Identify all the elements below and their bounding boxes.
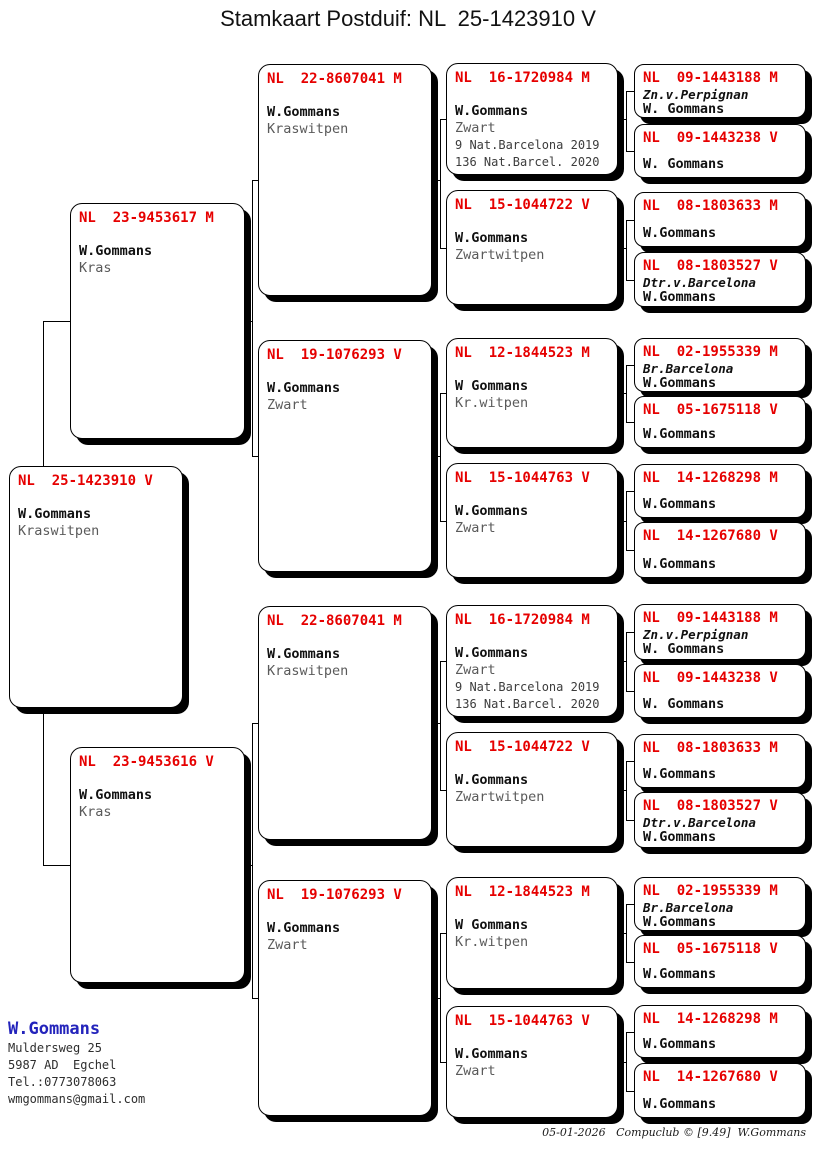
pedigree-box-g3a [446,63,618,175]
color-description: Kras [79,804,112,820]
connector-line [43,708,44,865]
fancier-name: W.Gommans [643,426,717,442]
ring-number: NL 09-1443188 M [643,70,778,86]
color-description: Zwartwitpen [455,247,545,263]
fancier-name: W. Gommans [643,101,725,117]
pedigree-box-g3h [446,1006,618,1118]
fancier-name: W.Gommans [455,230,529,246]
ring-number: NL 02-1955339 M [643,344,778,360]
race-result-line: 9 Nat.Barcelona 2019 [455,138,600,152]
race-result-line: 136 Nat.Barcel. 2020 [455,155,600,169]
fancier-name: W Gommans [455,917,529,933]
owner-block [8,1018,145,1108]
owner-address-line1: Muldersweg 25 [8,1041,102,1055]
pedigree-box-g4m [634,877,806,931]
connector-line [626,220,627,280]
color-description: Zwartwitpen [455,789,545,805]
bird-nickname: Zn.v.Perpignan [643,627,749,642]
pedigree-box-g4j [634,664,806,718]
fancier-name: W.Gommans [643,556,717,572]
fancier-name: W.Gommans [455,1046,529,1062]
connector-line [618,393,626,394]
color-description: Zwart [455,520,496,536]
pedigree-box-g4o [634,1005,806,1058]
fancier-name: W.Gommans [455,772,529,788]
footer-program: Compuclub © [9.49] [616,1126,731,1139]
connector-line [626,365,627,422]
connector-line [440,661,441,790]
connector-line [440,393,441,521]
connector-line [626,820,634,821]
ring-number: NL 09-1443188 M [643,610,778,626]
connector-line [626,632,627,691]
fancier-name: W.Gommans [455,645,529,661]
fancier-name: W.Gommans [267,380,341,396]
connector-line [626,761,634,762]
pedigree-box-g2c [258,606,432,840]
pedigree-box-subject [9,466,183,708]
bird-nickname: Dtr.v.Barcelona [643,815,756,830]
footer-spacer [606,1126,617,1139]
fancier-name: W.Gommans [643,966,717,982]
connector-line [626,1032,627,1091]
fancier-name: W.Gommans [643,1036,717,1052]
pedigree-box-g4c [634,192,806,247]
pedigree-box-g4h [634,522,806,578]
connector-line [618,1062,626,1063]
connector-line [618,933,626,934]
footer-user: W.Gommans [737,1126,806,1139]
connector-line [626,491,634,492]
connector-line [245,321,252,322]
connector-line [626,491,627,550]
fancier-name: W.Gommans [643,496,717,512]
ring-number: NL 08-1803633 M [643,740,778,756]
connector-line [252,180,253,456]
fancier-name: W.Gommans [455,103,529,119]
pedigree-box-g4n [634,935,806,988]
ring-number: NL 12-1844523 M [455,884,590,900]
connector-line [626,91,634,92]
connector-line [618,521,626,522]
connector-line [626,151,634,152]
color-description: Kraswitpen [267,121,349,137]
connector-line [626,1091,634,1092]
color-description: Kr.witpen [455,934,529,950]
connector-line [626,904,627,962]
pedigree-box-g4k [634,734,806,788]
connector-line [432,998,440,999]
ring-number: NL 14-1267680 V [643,1069,778,1085]
pedigree-box-g3f [446,732,618,847]
color-description: Zwart [455,120,496,136]
ring-number: NL 23-9453616 V [79,754,214,770]
connector-line [626,422,634,423]
owner-address-line2: 5987 AD Egchel [8,1058,117,1072]
ring-number: NL 02-1955339 M [643,883,778,899]
pedigree-box-g3c [446,338,618,448]
race-result-line: 136 Nat.Barcel. 2020 [455,697,600,711]
connector-line [626,91,627,151]
bird-nickname: Br.Barcelona [643,361,734,376]
fancier-name: W.Gommans [643,225,717,241]
footer-spacer [731,1126,738,1139]
fancier-name: W Gommans [455,378,529,394]
color-description: Kras [79,260,112,276]
connector-line [440,933,441,1062]
fancier-name: W.Gommans [267,104,341,120]
connector-line [626,1032,634,1033]
pedigree-box-g4i [634,604,806,660]
pedigree-box-g1b [70,747,245,983]
pedigree-box-g3b [446,190,618,305]
page-title: Stamkaart Postduif: NL 25-1423910 V [220,6,596,31]
connector-line [626,365,634,366]
ring-number: NL 22-8607041 M [267,71,402,87]
owner-phone: Tel.:0773078063 [8,1075,117,1089]
pedigree-box-g4f [634,396,806,448]
pedigree-box-g4g [634,464,806,518]
ring-number: NL 08-1803527 V [643,798,778,814]
color-description: Kr.witpen [455,395,529,411]
bird-nickname: Br.Barcelona [643,900,734,915]
ring-number: NL 14-1268298 M [643,470,778,486]
pedigree-box-g1a [70,203,245,439]
ring-number: NL 08-1803527 V [643,258,778,274]
connector-line [252,723,253,998]
ring-number: NL 16-1720984 M [455,612,590,628]
fancier-name: W.Gommans [267,920,341,936]
ring-number: NL 12-1844523 M [455,345,590,361]
pedigree-box-g4a [634,64,806,118]
pedigree-box-g3e [446,605,618,717]
ring-number: NL 15-1044722 V [455,739,590,755]
ring-number: NL 19-1076293 V [267,887,402,903]
ring-number: NL 14-1267680 V [643,528,778,544]
connector-line [626,761,627,820]
ring-number: NL 09-1443238 V [643,670,778,686]
fancier-name: W.Gommans [79,243,153,259]
ring-number: NL 19-1076293 V [267,347,402,363]
connector-line [618,661,626,662]
pedigree-box-g4b [634,124,806,178]
fancier-name: W.Gommans [643,914,717,930]
connector-line [618,790,626,791]
ring-number: NL 25-1423910 V [18,473,153,489]
fancier-name: W.Gommans [79,787,153,803]
ring-number: NL 22-8607041 M [267,613,402,629]
ring-number: NL 23-9453617 M [79,210,214,226]
pedigree-box-g3d [446,463,618,578]
color-description: Kraswitpen [18,523,100,539]
color-description: Zwart [267,937,308,953]
ring-number: NL 14-1268298 M [643,1011,778,1027]
connector-line [626,550,634,551]
race-results [455,679,613,713]
connector-line [245,865,252,866]
connector-line [43,321,70,322]
connector-line [626,632,634,633]
bird-nickname: Dtr.v.Barcelona [643,275,756,290]
connector-line [626,904,634,905]
ring-number: NL 09-1443238 V [643,130,778,146]
color-description: Zwart [455,1063,496,1079]
pedigree-box-g4p [634,1063,806,1118]
connector-line [43,865,70,866]
fancier-name: W.Gommans [267,646,341,662]
ring-number: NL 05-1675118 V [643,941,778,957]
ring-number: NL 08-1803633 M [643,198,778,214]
connector-line [618,248,626,249]
fancier-name: W. Gommans [643,156,725,172]
ring-number: NL 15-1044722 V [455,197,590,213]
fancier-name: W.Gommans [643,766,717,782]
pedigree-box-g2b [258,340,432,572]
connector-line [432,180,440,181]
fancier-name: W.Gommans [643,375,717,391]
fancier-name: W.Gommans [643,1096,717,1112]
fancier-name: W.Gommans [455,503,529,519]
fancier-name: W.Gommans [643,829,717,845]
connector-line [432,723,440,724]
color-description: Zwart [267,397,308,413]
race-results [455,137,613,171]
fancier-name: W.Gommans [643,289,717,305]
race-result-line: 9 Nat.Barcelona 2019 [455,680,600,694]
connector-line [626,220,634,221]
connector-line [43,321,44,466]
fancier-name: W. Gommans [643,696,725,712]
pedigree-box-g2a [258,64,432,296]
connector-line [440,119,441,248]
fancier-name: W.Gommans [18,506,92,522]
ring-number: NL 15-1044763 V [455,1013,590,1029]
owner-email: wmgommans@gmail.com [8,1092,146,1106]
connector-line [432,456,440,457]
color-description: Kraswitpen [267,663,349,679]
pedigree-box-g3g [446,877,618,989]
bird-nickname: Zn.v.Perpignan [643,87,749,102]
fancier-name: W. Gommans [643,641,725,657]
color-description: Zwart [455,662,496,678]
pedigree-box-g4d [634,252,806,307]
connector-line [626,962,634,963]
connector-line [618,119,626,120]
ring-number: NL 15-1044763 V [455,470,590,486]
pedigree-box-g2d [258,880,432,1116]
pedigree-box-g4e [634,338,806,392]
pedigree-box-g4l [634,792,806,848]
owner-name: W.Gommans [8,1019,101,1039]
footer-date: 05-01-2026 [542,1126,606,1139]
connector-line [626,691,634,692]
ring-number: NL 05-1675118 V [643,402,778,418]
ring-number: NL 16-1720984 M [455,70,590,86]
footer [542,1126,806,1139]
connector-line [626,280,634,281]
